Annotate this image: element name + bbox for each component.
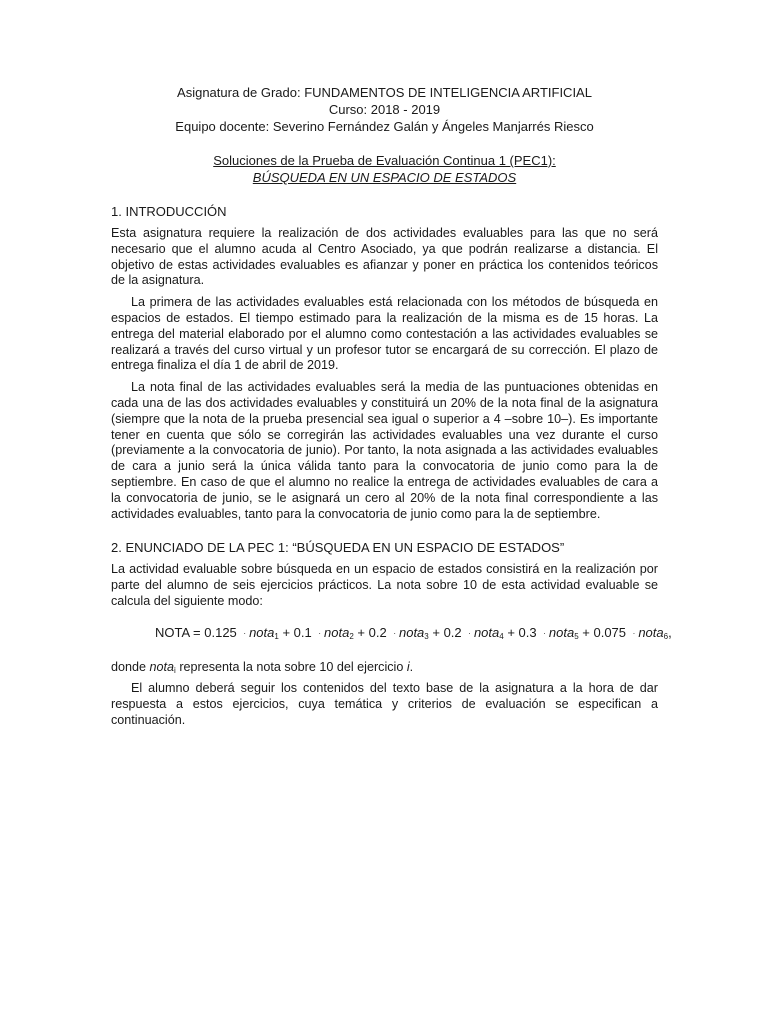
explanation-index: i: [406, 659, 410, 674]
section-2-title: 2. ENUNCIADO DE LA PEC 1: “BÚSQUEDA EN UN ESPACIO DE ESTADOS”: [111, 540, 565, 556]
explanation-var: nota: [149, 659, 175, 674]
explanation-text: donde: [111, 659, 150, 674]
formula-var: nota: [548, 624, 575, 640]
topic-title: BÚSQUEDA EN UN ESPACIO DE ESTADOS: [252, 170, 517, 185]
section-1-title: 1. INTRODUCCIÓN: [111, 204, 227, 219]
formula-dot: ·: [543, 628, 546, 638]
formula-var: nota: [398, 624, 425, 640]
formula-sub: 5: [574, 631, 579, 641]
formula-explanation: [111, 660, 658, 676]
formula-coef: + 0.2: [353, 624, 387, 640]
formula-sub: 6: [663, 631, 669, 641]
section-2-paragraph-1: La actividad evaluable sobre búsqueda en un espacio de estados consistirá en la realización por parte del alumno de seis ejercicios prácticos. La nota sobre 10 de esta actividad evaluable se calcula del siguiente modo:: [111, 562, 658, 608]
grade-formula: [155, 624, 672, 642]
course-title: Asignatura de Grado: FUNDAMENTOS DE INTELIGENCIA ARTIFICIAL: [177, 85, 592, 100]
explanation-end: .: [409, 659, 414, 674]
formula-coef: + 0.1: [278, 624, 312, 640]
formula-var: nota: [473, 624, 500, 640]
formula-var: nota: [249, 624, 275, 640]
section-2-paragraph-2: El alumno deberá seguir los contenidos del texto base de la asignatura a la hora de dar respuesta a estos ejercicios, cuya temática y criterios de evaluación se especifican a continuación.: [111, 681, 658, 727]
document-page: [111, 84, 672, 735]
formula-sub: 1: [274, 631, 279, 641]
section-1-paragraph-2: La primera de las actividades evaluables está relacionada con los métodos de búsqueda en espacios de estados. El tiempo estimado para la realización de la misma es de 15 horas. La entrega del material elaborado por el alumno como contestación a las actividades evaluables se realizará a través del curso virtual y un profesor tutor se encargará de su corrección. El plazo de entrega finaliza el día 1 de abril de 2019.: [111, 295, 658, 373]
formula-dot: ·: [318, 628, 322, 638]
course-year: Curso: 2018 - 2019: [328, 102, 441, 117]
explanation-sub: i: [174, 665, 176, 675]
document-subtitle: [111, 152, 658, 186]
formula-coef: + 0.3: [503, 624, 537, 640]
formula-dot: ·: [393, 628, 396, 638]
formula-sub: 3: [424, 631, 429, 641]
formula-sub: 4: [499, 631, 504, 641]
formula-var: nota: [324, 624, 350, 640]
formula-coef: + 0.2: [428, 624, 462, 640]
document-header: [111, 84, 658, 135]
section-1-paragraph-3: La nota final de las actividades evaluables será la media de las puntuaciones obtenidas en cada una de las dos actividades evaluables y constituirá un 20% de la nota final de la asignatura (siempre que la nota de la prueba presencial sea igual o superior a 4 –sobre 10–). Es importante tener en cuenta que sólo se corregirán las actividades evaluables una vez durante el curso (previamente a la convocatoria de junio). Por tanto, la nota asignada a las actividades evaluables de cara a junio será la única válida tanto para la convocatoria de junio como para la de septiembre. En caso de que el alumno no realice la entrega de actividades evaluables de cara a la convocatoria de junio, se le asignará un cero al 20% de la nota final correspondiente a las actividades evaluables, tanto para la convocatoria de junio como para la de septiembre.: [111, 380, 658, 521]
formula-dot: ·: [243, 628, 247, 638]
teaching-team: Equipo docente: Severino Fernández Galán y Ángeles Manjarrés Riesco: [175, 119, 594, 134]
formula-coef: + 0.075: [578, 624, 627, 640]
formula-end: ,: [668, 624, 672, 640]
formula-sub: 2: [349, 631, 354, 641]
formula-dot: ·: [468, 628, 471, 638]
formula-lhs: NOTA = 0.125: [155, 624, 237, 640]
formula-dot: ·: [632, 628, 636, 638]
section-1-paragraph-1: Esta asignatura requiere la realización de dos actividades evaluables para las que no será necesario que el alumno acuda al Centro Asociado, ya que podrán realizarse a distancia. El objetivo de estas actividades evaluables es afianzar y poner en práctica los contenidos teóricos de la asignatura.: [111, 226, 658, 288]
formula-var: nota: [638, 624, 664, 640]
explanation-text: representa la nota sobre 10 del ejercicio: [175, 659, 407, 674]
solutions-title: Soluciones de la Prueba de Evaluación Continua 1 (PEC1):: [213, 153, 556, 168]
